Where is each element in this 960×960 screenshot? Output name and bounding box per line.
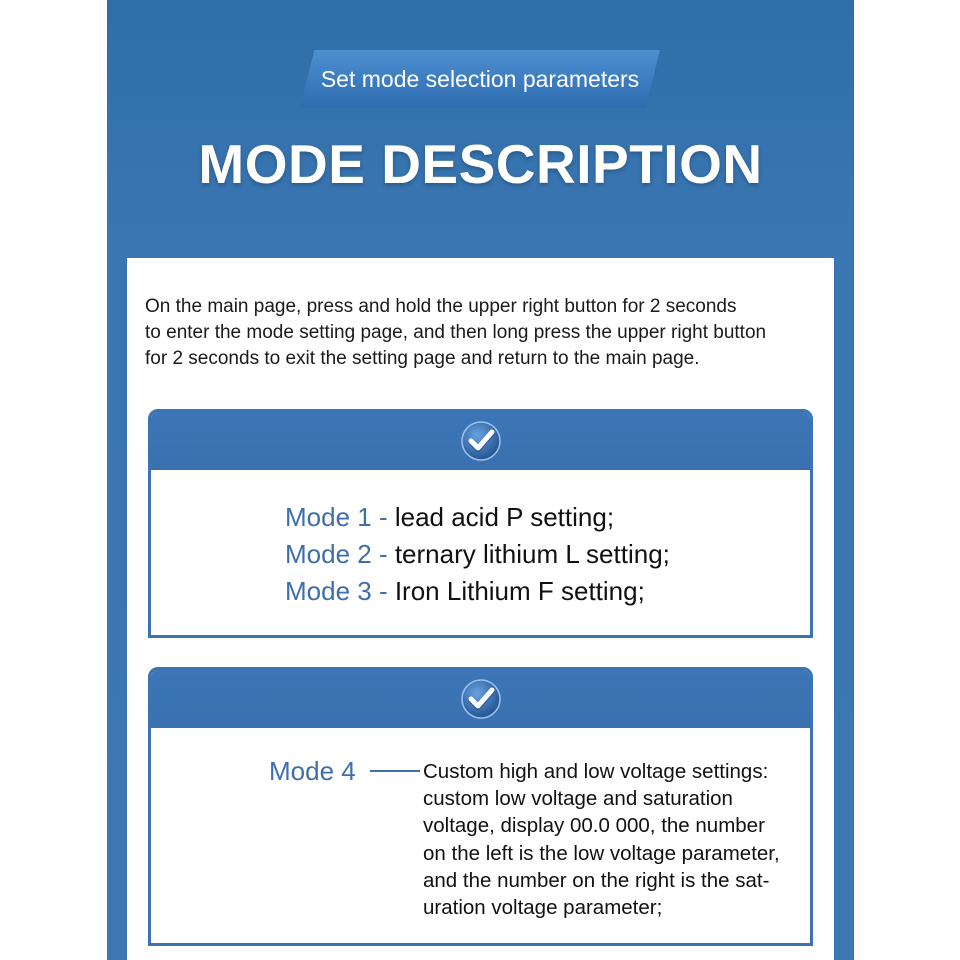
check-badge-icon [461,421,501,461]
mode-item [285,576,645,607]
intro-line: for 2 seconds to exit the setting page and return to the main page. [145,348,700,369]
description-line: voltage, display 00.0 000, the number [423,814,765,838]
intro-line: to enter the mode setting page, and then long press the upper right button [145,322,767,343]
mode-key: Mode 3 - [285,576,395,606]
mode-4-label: Mode 4 [269,756,356,786]
description-line: Custom high and low voltage settings: [423,760,769,783]
check-badge-icon [461,679,501,719]
page-title: MODE DESCRIPTION [198,133,763,195]
intro-line: On the main page, press and hold the upper right button for 2 seconds [145,296,737,317]
mode-item [285,502,614,533]
description-line: on the left is the low voltage parameter, [423,841,780,865]
description-line: and the number on the right is the sat- [423,868,770,892]
connector-line [370,770,420,772]
mode-4-description [423,758,818,921]
mode-key: Mode 1 - [285,502,395,532]
mode-item [285,539,670,570]
card-header [151,412,810,470]
card-header [151,670,810,728]
intro-paragraph [145,294,825,372]
description-line: uration voltage parameter; [423,896,663,920]
mode-text: lead acid P setting; [394,502,615,532]
mode-text: Iron Lithium F setting; [394,576,645,606]
description-line: custom low voltage and saturation [423,787,733,811]
mode-text: ternary lithium L setting; [394,539,670,569]
mode-key: Mode 2 - [285,539,395,569]
section-tag-label: Set mode selection parameters [320,66,640,92]
